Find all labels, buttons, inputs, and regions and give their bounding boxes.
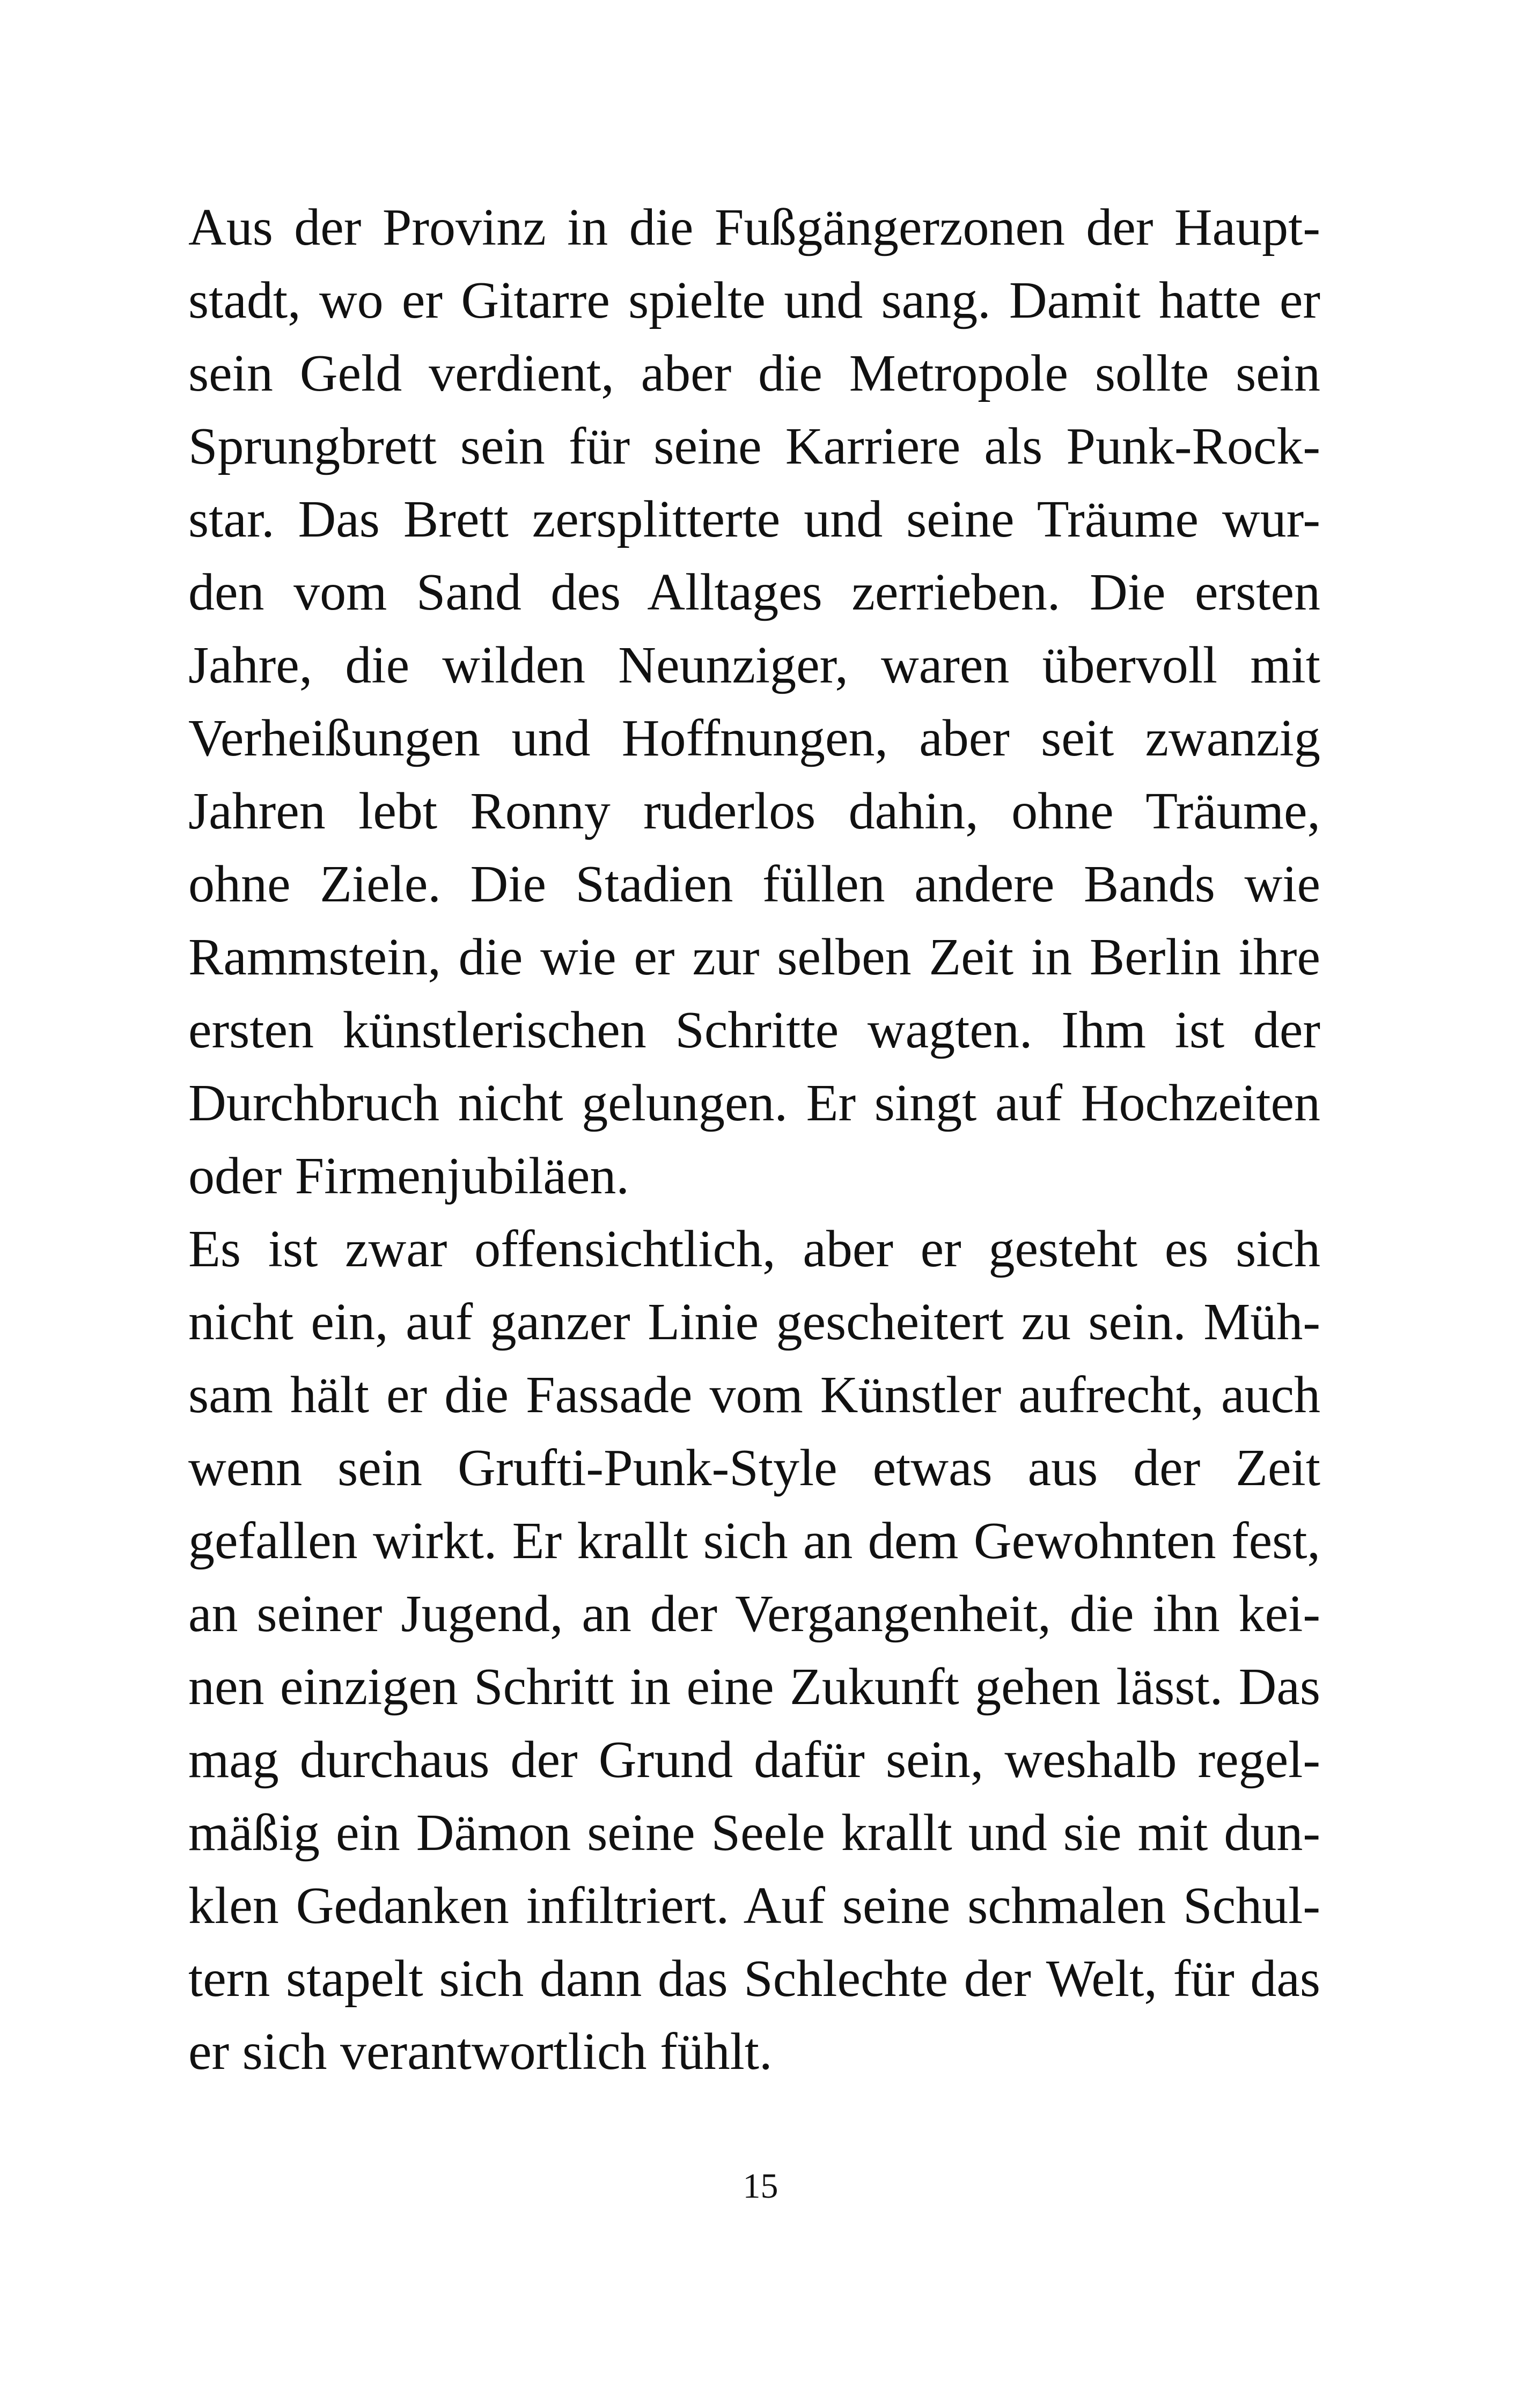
text-line: Aus der Provinz in die Fußgängerzonen der Haupt- <box>188 199 1320 256</box>
text-line: klen Gedanken infiltriert. Auf seine schmalen Schul- <box>188 1877 1320 1935</box>
text-line: star. Das Brett zersplitterte und seine Träume wur- <box>188 490 1320 548</box>
text-line: er sich verantwortlich fühlt. <box>188 2023 773 2081</box>
text-line: nicht ein, auf ganzer Linie gescheitert zu sein. Müh- <box>188 1293 1320 1351</box>
page-number: 15 <box>743 2167 778 2206</box>
text-line: stadt, wo er Gitarre spielte und sang. Damit hatte er <box>188 271 1320 329</box>
text-line: Durchbruch nicht gelungen. Er singt auf Hochzeiten <box>188 1074 1320 1132</box>
text-line: mäßig ein Dämon seine Seele krallt und sie mit dun- <box>188 1804 1320 1862</box>
paragraph-1 <box>188 191 1320 1213</box>
text-line: ersten künstlerischen Schritte wagten. Ihm ist der <box>188 1001 1320 1059</box>
text-line: gefallen wirkt. Er krallt sich an dem Gewohnten fest, <box>188 1512 1320 1570</box>
text-line: mag durchaus der Grund dafür sein, weshalb regel- <box>188 1731 1320 1789</box>
text-line: wenn sein Grufti-Punk-Style etwas aus der Zeit <box>188 1439 1320 1497</box>
text-line: an seiner Jugend, an der Vergangenheit, die ihn kei- <box>188 1585 1320 1643</box>
paragraph-2 <box>188 1213 1320 2088</box>
text-line: ohne Ziele. Die Stadien füllen andere Bands wie <box>188 855 1320 913</box>
text-line: tern stapelt sich dann das Schlechte der Welt, für das <box>188 1950 1320 2008</box>
text-line: Jahre, die wilden Neunziger, waren übervoll mit <box>188 636 1320 694</box>
text-line: Verheißungen und Hoffnungen, aber seit zwanzig <box>188 709 1320 767</box>
text-line: oder Firmenjubiläen. <box>188 1147 629 1205</box>
body-text <box>188 191 1320 2088</box>
text-line: nen einzigen Schritt in eine Zukunft gehen lässt. Das <box>188 1658 1320 1716</box>
text-line: Jahren lebt Ronny ruderlos dahin, ohne Träume, <box>188 782 1320 840</box>
text-line: Sprungbrett sein für seine Karriere als Punk-Rock- <box>188 417 1320 475</box>
text-line: Es ist zwar offensichtlich, aber er gesteht es sich <box>188 1220 1320 1278</box>
text-line: den vom Sand des Alltages zerrieben. Die ersten <box>188 563 1320 621</box>
text-line: sam hält er die Fassade vom Künstler aufrecht, auch <box>188 1366 1320 1424</box>
text-line: sein Geld verdient, aber die Metropole sollte sein <box>188 344 1320 402</box>
text-line: Rammstein, die wie er zur selben Zeit in Berlin ihre <box>188 928 1320 986</box>
